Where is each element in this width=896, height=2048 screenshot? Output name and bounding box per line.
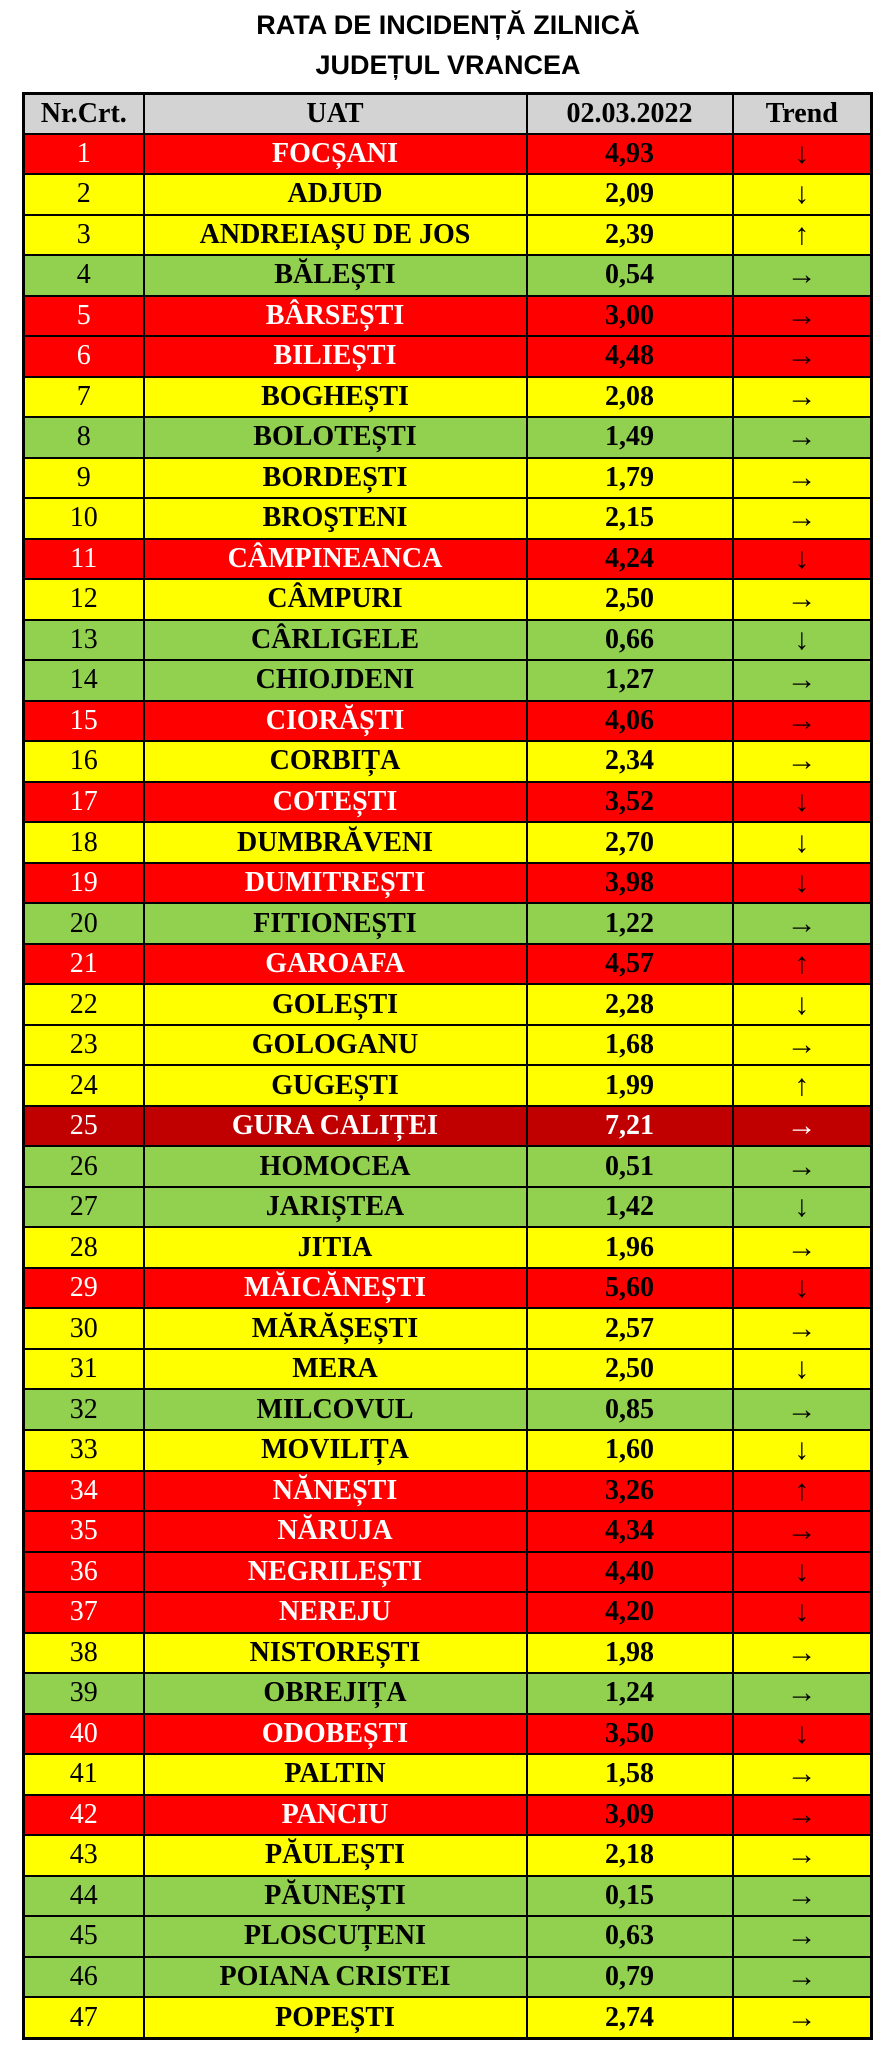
row-uat: POPEȘTI: [144, 1997, 527, 2038]
row-rate: 2,09: [527, 174, 733, 215]
trend-arrow-icon: ↓: [733, 863, 872, 904]
row-nr: 17: [24, 782, 144, 823]
row-rate: 3,50: [527, 1714, 733, 1755]
table-row: [24, 701, 872, 742]
row-nr: 8: [24, 417, 144, 458]
table-row: [24, 296, 872, 337]
row-uat: NISTOREȘTI: [144, 1633, 527, 1674]
row-rate: 0,85: [527, 1389, 733, 1430]
row-nr: 31: [24, 1349, 144, 1390]
row-rate: 4,40: [527, 1552, 733, 1593]
row-rate: 4,06: [527, 701, 733, 742]
row-rate: 2,57: [527, 1308, 733, 1349]
header-date: 02.03.2022: [527, 94, 733, 134]
trend-arrow-icon: →: [733, 296, 872, 337]
trend-arrow-icon: ↑: [733, 1065, 872, 1106]
row-nr: 3: [24, 215, 144, 256]
row-rate: 0,66: [527, 620, 733, 661]
table-row: [24, 174, 872, 215]
row-nr: 32: [24, 1389, 144, 1430]
row-rate: 1,24: [527, 1673, 733, 1714]
trend-arrow-icon: ↑: [733, 944, 872, 985]
trend-arrow-icon: →: [733, 579, 872, 620]
row-nr: 23: [24, 1025, 144, 1066]
trend-arrow-icon: ↓: [733, 1714, 872, 1755]
table-row: [24, 822, 872, 863]
row-nr: 47: [24, 1997, 144, 2038]
row-nr: 22: [24, 984, 144, 1025]
row-rate: 0,15: [527, 1876, 733, 1917]
trend-arrow-icon: ↓: [733, 822, 872, 863]
trend-arrow-icon: →: [733, 377, 872, 418]
row-nr: 39: [24, 1673, 144, 1714]
row-nr: 20: [24, 903, 144, 944]
row-rate: 1,49: [527, 417, 733, 458]
trend-arrow-icon: ↓: [733, 1349, 872, 1390]
row-uat: CÂMPINEANCA: [144, 539, 527, 580]
table-row: [24, 1795, 872, 1836]
row-uat: GOLEȘTI: [144, 984, 527, 1025]
row-uat: GURA CALIȚEI: [144, 1106, 527, 1147]
row-uat: NEGRILEȘTI: [144, 1552, 527, 1593]
row-rate: 1,22: [527, 903, 733, 944]
table-row: [24, 1471, 872, 1512]
row-nr: 11: [24, 539, 144, 580]
row-rate: 1,68: [527, 1025, 733, 1066]
row-rate: 2,70: [527, 822, 733, 863]
row-rate: 4,48: [527, 336, 733, 377]
row-rate: 2,28: [527, 984, 733, 1025]
row-rate: 3,26: [527, 1471, 733, 1512]
trend-arrow-icon: ↓: [733, 174, 872, 215]
row-uat: BÂRSEȘTI: [144, 296, 527, 337]
table-row: [24, 903, 872, 944]
row-uat: ODOBEȘTI: [144, 1714, 527, 1755]
trend-arrow-icon: →: [733, 1146, 872, 1187]
row-rate: 0,54: [527, 255, 733, 296]
header-uat: UAT: [144, 94, 527, 134]
table-row: [24, 1430, 872, 1471]
row-nr: 10: [24, 498, 144, 539]
row-nr: 43: [24, 1835, 144, 1876]
row-rate: 0,63: [527, 1916, 733, 1957]
row-uat: GOLOGANU: [144, 1025, 527, 1066]
row-nr: 40: [24, 1714, 144, 1755]
row-nr: 2: [24, 174, 144, 215]
row-uat: NĂRUJA: [144, 1511, 527, 1552]
row-rate: 3,52: [527, 782, 733, 823]
table-row: [24, 255, 872, 296]
trend-arrow-icon: →: [733, 1025, 872, 1066]
row-rate: 1,58: [527, 1754, 733, 1795]
row-nr: 19: [24, 863, 144, 904]
row-uat: ADJUD: [144, 174, 527, 215]
table-row: [24, 944, 872, 985]
row-nr: 18: [24, 822, 144, 863]
row-rate: 3,00: [527, 296, 733, 337]
row-rate: 3,09: [527, 1795, 733, 1836]
table-row: [24, 620, 872, 661]
trend-arrow-icon: ↑: [733, 1471, 872, 1512]
row-rate: 2,15: [527, 498, 733, 539]
row-uat: BORDEȘTI: [144, 458, 527, 499]
row-rate: 1,98: [527, 1633, 733, 1674]
row-uat: BILIEȘTI: [144, 336, 527, 377]
table-row: [24, 1349, 872, 1390]
row-nr: 15: [24, 701, 144, 742]
table-row: [24, 377, 872, 418]
row-uat: PĂULEȘTI: [144, 1835, 527, 1876]
trend-arrow-icon: →: [733, 1511, 872, 1552]
trend-arrow-icon: →: [733, 903, 872, 944]
table-row: [24, 215, 872, 256]
table-row: [24, 1227, 872, 1268]
row-rate: 1,99: [527, 1065, 733, 1106]
table-row: [24, 1673, 872, 1714]
table-row: [24, 134, 872, 175]
trend-arrow-icon: →: [733, 1795, 872, 1836]
row-uat: FOCȘANI: [144, 134, 527, 175]
table-row: [24, 539, 872, 580]
row-nr: 6: [24, 336, 144, 377]
row-uat: NEREJU: [144, 1592, 527, 1633]
trend-arrow-icon: →: [733, 255, 872, 296]
row-uat: ANDREIAȘU DE JOS: [144, 215, 527, 256]
row-uat: CHIOJDENI: [144, 660, 527, 701]
trend-arrow-icon: →: [733, 1389, 872, 1430]
row-rate: 4,20: [527, 1592, 733, 1633]
row-uat: MĂRĂȘEȘTI: [144, 1308, 527, 1349]
trend-arrow-icon: ↓: [733, 1187, 872, 1228]
row-rate: 2,34: [527, 741, 733, 782]
row-uat: PANCIU: [144, 1795, 527, 1836]
table-row: [24, 1714, 872, 1755]
trend-arrow-icon: →: [733, 1633, 872, 1674]
row-uat: GUGEȘTI: [144, 1065, 527, 1106]
row-rate: 2,74: [527, 1997, 733, 2038]
row-nr: 41: [24, 1754, 144, 1795]
table-row: [24, 1916, 872, 1957]
row-nr: 28: [24, 1227, 144, 1268]
row-nr: 45: [24, 1916, 144, 1957]
row-rate: 1,42: [527, 1187, 733, 1228]
row-uat: DUMBRĂVENI: [144, 822, 527, 863]
trend-arrow-icon: ↓: [733, 539, 872, 580]
row-rate: 4,57: [527, 944, 733, 985]
row-nr: 24: [24, 1065, 144, 1106]
row-uat: NĂNEȘTI: [144, 1471, 527, 1512]
row-uat: PALTIN: [144, 1754, 527, 1795]
table-row: [24, 984, 872, 1025]
row-uat: MOVILIȚA: [144, 1430, 527, 1471]
table-row: [24, 1511, 872, 1552]
incidence-table: [22, 92, 873, 2040]
row-nr: 13: [24, 620, 144, 661]
table-row: [24, 1106, 872, 1147]
row-rate: 2,39: [527, 215, 733, 256]
row-nr: 36: [24, 1552, 144, 1593]
table-header-row: [24, 94, 872, 134]
row-rate: 3,98: [527, 863, 733, 904]
row-rate: 0,79: [527, 1957, 733, 1998]
row-nr: 12: [24, 579, 144, 620]
trend-arrow-icon: →: [733, 1754, 872, 1795]
row-nr: 5: [24, 296, 144, 337]
header-trend: Trend: [733, 94, 872, 134]
row-rate: 2,08: [527, 377, 733, 418]
row-rate: 4,24: [527, 539, 733, 580]
table-row: [24, 1389, 872, 1430]
trend-arrow-icon: →: [733, 1673, 872, 1714]
table-row: [24, 1187, 872, 1228]
table-row: [24, 1146, 872, 1187]
row-uat: JARIȘTEA: [144, 1187, 527, 1228]
row-rate: 0,51: [527, 1146, 733, 1187]
table-row: [24, 458, 872, 499]
row-rate: 7,21: [527, 1106, 733, 1147]
row-uat: GAROAFA: [144, 944, 527, 985]
table-row: [24, 1592, 872, 1633]
table-row: [24, 1957, 872, 1998]
table-row: [24, 1268, 872, 1309]
row-uat: DUMITREȘTI: [144, 863, 527, 904]
table-row: [24, 1633, 872, 1674]
row-uat: CÂRLIGELE: [144, 620, 527, 661]
trend-arrow-icon: ↑: [733, 215, 872, 256]
table-row: [24, 1025, 872, 1066]
row-nr: 4: [24, 255, 144, 296]
trend-arrow-icon: ↓: [733, 782, 872, 823]
trend-arrow-icon: →: [733, 458, 872, 499]
row-rate: 2,50: [527, 1349, 733, 1390]
trend-arrow-icon: →: [733, 1957, 872, 1998]
trend-arrow-icon: →: [733, 701, 872, 742]
row-nr: 27: [24, 1187, 144, 1228]
row-rate: 1,96: [527, 1227, 733, 1268]
trend-arrow-icon: →: [733, 498, 872, 539]
table-row: [24, 1754, 872, 1795]
row-uat: MILCOVUL: [144, 1389, 527, 1430]
row-nr: 34: [24, 1471, 144, 1512]
row-nr: 1: [24, 134, 144, 175]
row-nr: 29: [24, 1268, 144, 1309]
trend-arrow-icon: →: [733, 1916, 872, 1957]
trend-arrow-icon: ↓: [733, 620, 872, 661]
row-nr: 26: [24, 1146, 144, 1187]
table-row: [24, 1308, 872, 1349]
row-uat: FITIONEȘTI: [144, 903, 527, 944]
row-nr: 46: [24, 1957, 144, 1998]
trend-arrow-icon: ↓: [733, 984, 872, 1025]
trend-arrow-icon: ↓: [733, 1552, 872, 1593]
row-uat: MĂICĂNEȘTI: [144, 1268, 527, 1309]
row-uat: POIANA CRISTEI: [144, 1957, 527, 1998]
row-nr: 25: [24, 1106, 144, 1147]
trend-arrow-icon: →: [733, 1227, 872, 1268]
row-uat: CÂMPURI: [144, 579, 527, 620]
page-title: RATA DE INCIDENȚĂ ZILNICĂ: [256, 10, 640, 40]
trend-arrow-icon: →: [733, 1308, 872, 1349]
row-nr: 37: [24, 1592, 144, 1633]
row-uat: CIORĂȘTI: [144, 701, 527, 742]
row-uat: BĂLEȘTI: [144, 255, 527, 296]
trend-arrow-icon: →: [733, 1835, 872, 1876]
row-uat: PLOSCUȚENI: [144, 1916, 527, 1957]
table-row: [24, 1835, 872, 1876]
row-uat: HOMOCEA: [144, 1146, 527, 1187]
row-nr: 44: [24, 1876, 144, 1917]
row-nr: 14: [24, 660, 144, 701]
table-row: [24, 1876, 872, 1917]
trend-arrow-icon: ↓: [733, 134, 872, 175]
table-row: [24, 1552, 872, 1593]
table-row: [24, 782, 872, 823]
row-rate: 5,60: [527, 1268, 733, 1309]
trend-arrow-icon: →: [733, 1106, 872, 1147]
row-uat: BOGHEȘTI: [144, 377, 527, 418]
table-row: [24, 336, 872, 377]
header-nr: Nr.Crt.: [24, 94, 144, 134]
table-row: [24, 579, 872, 620]
row-rate: 4,93: [527, 134, 733, 175]
row-nr: 30: [24, 1308, 144, 1349]
row-nr: 42: [24, 1795, 144, 1836]
trend-arrow-icon: →: [733, 1997, 872, 2038]
row-uat: JITIA: [144, 1227, 527, 1268]
row-uat: BOLOTEȘTI: [144, 417, 527, 458]
row-nr: 7: [24, 377, 144, 418]
row-uat: OBREJIȚA: [144, 1673, 527, 1714]
row-uat: CORBIȚA: [144, 741, 527, 782]
row-uat: MERA: [144, 1349, 527, 1390]
row-rate: 1,79: [527, 458, 733, 499]
table-row: [24, 1065, 872, 1106]
trend-arrow-icon: →: [733, 1876, 872, 1917]
trend-arrow-icon: ↓: [733, 1268, 872, 1309]
row-uat: COTEȘTI: [144, 782, 527, 823]
trend-arrow-icon: ↓: [733, 1430, 872, 1471]
table-row: [24, 741, 872, 782]
row-rate: 1,60: [527, 1430, 733, 1471]
row-uat: BROŞTENI: [144, 498, 527, 539]
row-nr: 35: [24, 1511, 144, 1552]
row-rate: 2,18: [527, 1835, 733, 1876]
table-row: [24, 863, 872, 904]
trend-arrow-icon: →: [733, 660, 872, 701]
row-nr: 33: [24, 1430, 144, 1471]
row-nr: 16: [24, 741, 144, 782]
table-row: [24, 1997, 872, 2038]
trend-arrow-icon: →: [733, 417, 872, 458]
table-row: [24, 498, 872, 539]
row-rate: 2,50: [527, 579, 733, 620]
table-row: [24, 417, 872, 458]
row-nr: 38: [24, 1633, 144, 1674]
row-nr: 21: [24, 944, 144, 985]
trend-arrow-icon: →: [733, 336, 872, 377]
row-rate: 4,34: [527, 1511, 733, 1552]
trend-arrow-icon: →: [733, 741, 872, 782]
row-uat: PĂUNEȘTI: [144, 1876, 527, 1917]
page-subtitle: JUDEȚUL VRANCEA: [315, 50, 581, 80]
row-nr: 9: [24, 458, 144, 499]
trend-arrow-icon: ↓: [733, 1592, 872, 1633]
row-rate: 1,27: [527, 660, 733, 701]
table-row: [24, 660, 872, 701]
